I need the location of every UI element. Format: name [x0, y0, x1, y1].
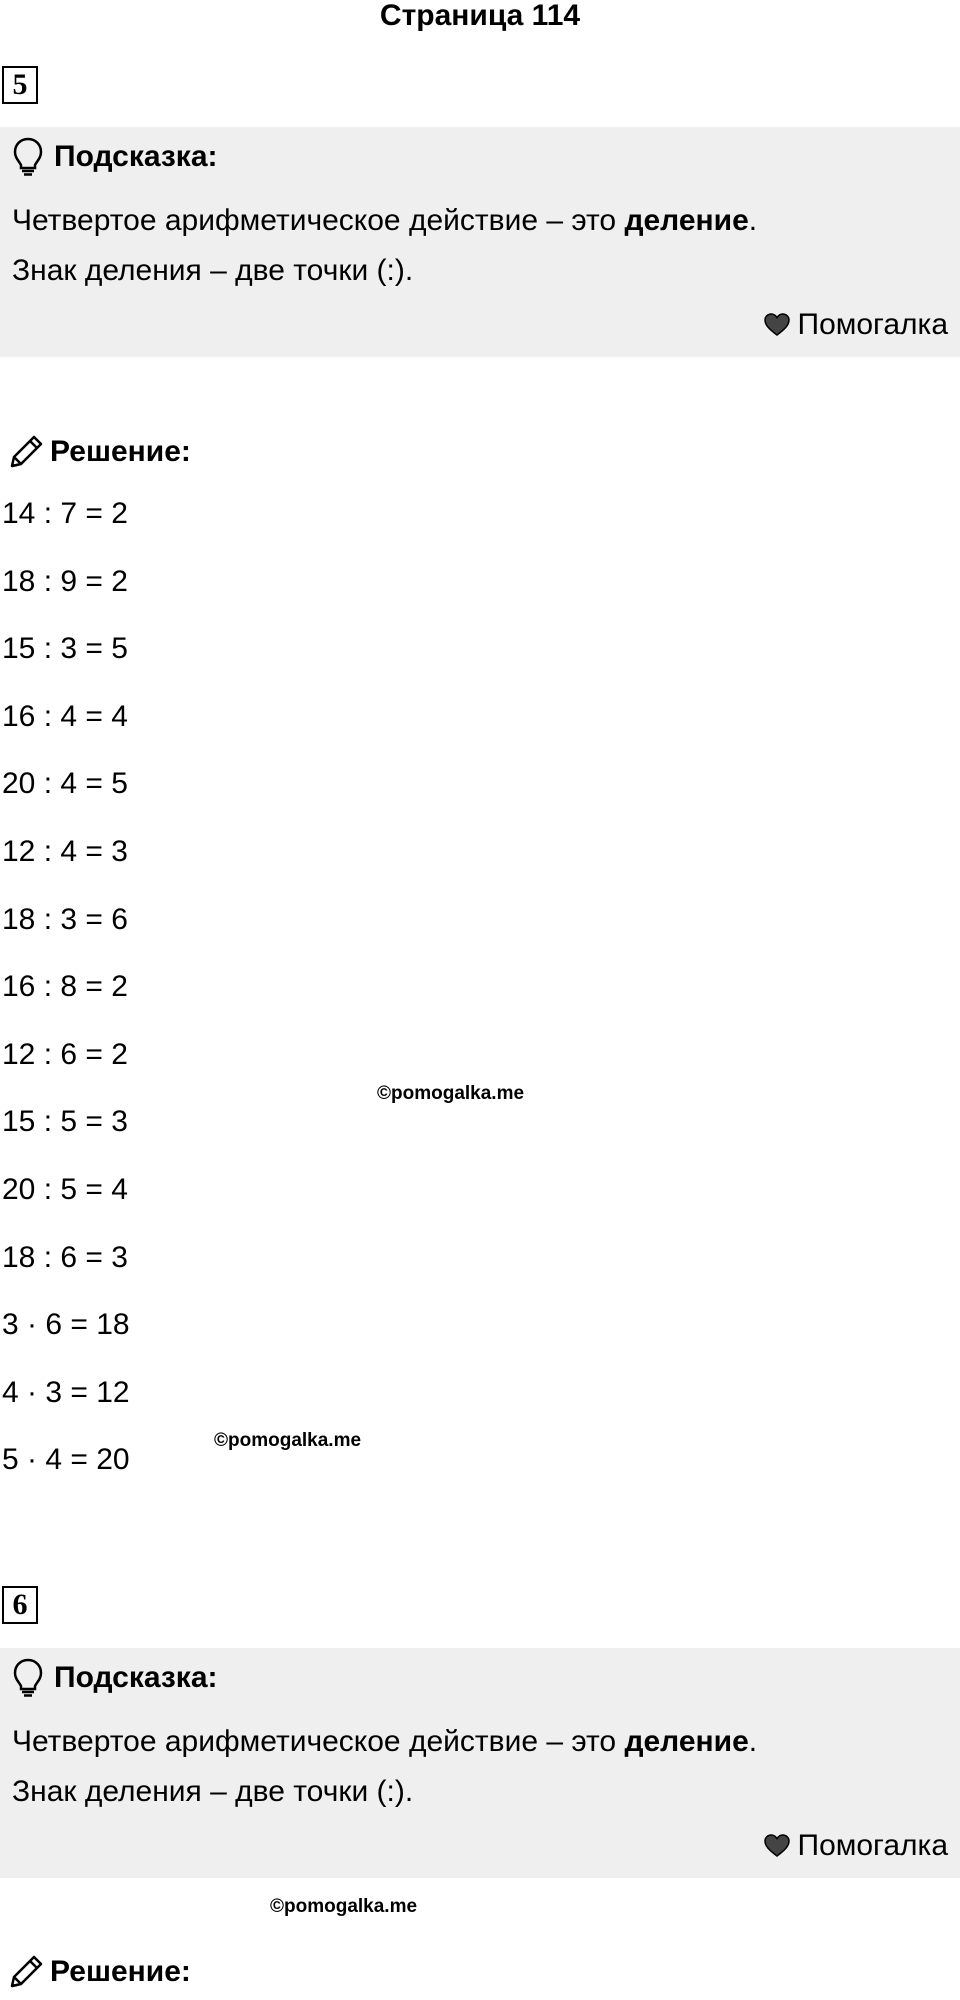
- equation-row: 15 : 3 = 5: [2, 632, 128, 666]
- heart-icon: [764, 1834, 798, 1858]
- equation-row: 5 · 4 = 20: [2, 1443, 130, 1477]
- watermark: ©pomogalka.me: [377, 1083, 525, 1104]
- watermark: ©pomogalka.me: [214, 1430, 362, 1451]
- equation-row: 4 · 3 = 12: [2, 1375, 130, 1409]
- equation-row: 20 : 5 = 4: [2, 1172, 128, 1206]
- brand-name: Помогалка: [797, 1829, 948, 1862]
- hint-text-end: .: [748, 204, 758, 237]
- pencil-icon: [6, 432, 46, 472]
- solution-header-task-5: [6, 430, 191, 474]
- hint-line-1: [12, 203, 757, 239]
- hint-line-2: Знак деления – две точки (:).: [12, 254, 414, 287]
- hint-title: Подсказка:: [54, 140, 218, 173]
- hint-title: Подсказка:: [54, 1661, 218, 1694]
- hint-header: [12, 1658, 218, 1698]
- equation-row: 16 : 8 = 2: [2, 970, 128, 1004]
- brand-name: Помогалка: [797, 308, 948, 341]
- task-number-5: 5: [2, 66, 38, 104]
- hint-text: Четвертое арифметическое действие – это: [12, 204, 625, 237]
- equation-row: 20 : 4 = 5: [2, 767, 128, 801]
- hint-box-task-6: [0, 1648, 960, 1878]
- solution-title: Решение:: [50, 435, 191, 468]
- task-number-6: 6: [2, 1586, 38, 1624]
- equation-row: 18 : 3 = 6: [2, 902, 128, 936]
- equation-row: 15 : 5 = 3: [2, 1105, 128, 1139]
- solution-header-task-6: [6, 1950, 191, 1994]
- brand-label: [764, 1828, 949, 1864]
- page-title: Страница 114: [379, 0, 581, 32]
- hint-line-1: [12, 1724, 757, 1760]
- hint-line-2: Знак деления – две точки (:).: [12, 1775, 414, 1808]
- equation-row: 16 : 4 = 4: [2, 699, 128, 733]
- equation-row: 12 : 6 = 2: [2, 1037, 128, 1071]
- lightbulb-icon: [12, 137, 44, 177]
- hint-header: [12, 137, 218, 177]
- hint-bold-term: деление: [624, 1725, 749, 1758]
- brand-label: [764, 307, 949, 343]
- pencil-icon: [6, 1952, 46, 1992]
- equation-row: 3 · 6 = 18: [2, 1308, 130, 1342]
- equation-list: [2, 496, 130, 1510]
- equation-row: 18 : 6 = 3: [2, 1240, 128, 1274]
- hint-text-end: .: [748, 1725, 758, 1758]
- hint-box-task-5: [0, 127, 960, 357]
- hint-bold-term: деление: [624, 204, 749, 237]
- watermark: ©pomogalka.me: [270, 1896, 418, 1917]
- solution-title: Решение:: [50, 1955, 191, 1988]
- equation-row: 18 : 9 = 2: [2, 564, 128, 598]
- hint-text: Четвертое арифметическое действие – это: [12, 1725, 625, 1758]
- equation-row: 12 : 4 = 3: [2, 834, 128, 868]
- lightbulb-icon: [12, 1658, 44, 1698]
- heart-icon: [764, 313, 798, 337]
- equation-row: 14 : 7 = 2: [2, 497, 128, 530]
